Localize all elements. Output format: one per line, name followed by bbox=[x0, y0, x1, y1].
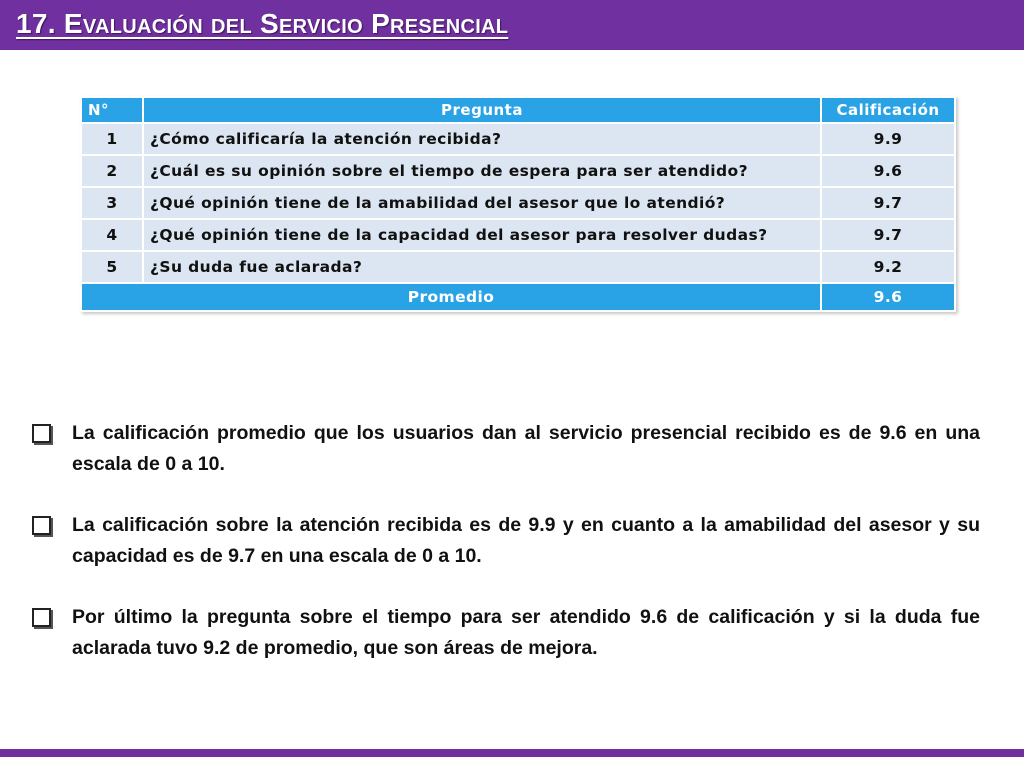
table-row bbox=[82, 156, 954, 186]
table-row bbox=[82, 124, 954, 154]
average-label: Promedio bbox=[82, 284, 820, 310]
footer-bar bbox=[0, 749, 1024, 757]
ratings-table bbox=[80, 96, 956, 312]
row-question: ¿Qué opinión tiene de la capacidad del asesor para resolver dudas? bbox=[144, 220, 820, 250]
bullet-list bbox=[30, 418, 980, 694]
table-row bbox=[82, 220, 954, 250]
checkbox-bullet-icon bbox=[32, 516, 51, 535]
header-number: N° bbox=[82, 98, 142, 122]
row-rating: 9.7 bbox=[822, 188, 954, 218]
bullet-text: La calificación sobre la atención recibida es de 9.9 y en cuanto a la amabilidad del asesor y su capacidad es de 9.7 en una escala de 0 a 10. bbox=[72, 514, 980, 567]
row-number: 1 bbox=[82, 124, 142, 154]
bullet-item bbox=[30, 602, 980, 664]
row-question: ¿Su duda fue aclarada? bbox=[144, 252, 820, 282]
average-row bbox=[82, 284, 954, 310]
table-row bbox=[82, 188, 954, 218]
average-value: 9.6 bbox=[822, 284, 954, 310]
row-number: 3 bbox=[82, 188, 142, 218]
row-rating: 9.7 bbox=[822, 220, 954, 250]
row-question: ¿Qué opinión tiene de la amabilidad del asesor que lo atendió? bbox=[144, 188, 820, 218]
row-number: 4 bbox=[82, 220, 142, 250]
header-question: Pregunta bbox=[144, 98, 820, 122]
row-number: 5 bbox=[82, 252, 142, 282]
bullet-text: La calificación promedio que los usuarios dan al servicio presencial recibido es de 9.6 en una escala de 0 a 10. bbox=[72, 422, 980, 475]
checkbox-bullet-icon bbox=[32, 608, 51, 627]
bullet-text: Por último la pregunta sobre el tiempo para ser atendido 9.6 de calificación y si la duda fue aclarada tuvo 9.2 de promedio, que son áreas de mejora. bbox=[72, 606, 980, 659]
row-rating: 9.2 bbox=[822, 252, 954, 282]
row-rating: 9.9 bbox=[822, 124, 954, 154]
checkbox-bullet-icon bbox=[32, 424, 51, 443]
table-header-row bbox=[82, 98, 954, 122]
title-bar bbox=[0, 0, 1024, 50]
bullet-item bbox=[30, 510, 980, 572]
row-question: ¿Cuál es su opinión sobre el tiempo de espera para ser atendido? bbox=[144, 156, 820, 186]
table-row bbox=[82, 252, 954, 282]
row-rating: 9.6 bbox=[822, 156, 954, 186]
row-question: ¿Cómo calificaría la atención recibida? bbox=[144, 124, 820, 154]
header-rating: Calificación bbox=[822, 98, 954, 122]
page-title: 17. Evaluación del Servicio Presencial bbox=[16, 8, 509, 39]
bullet-item bbox=[30, 418, 980, 480]
row-number: 2 bbox=[82, 156, 142, 186]
